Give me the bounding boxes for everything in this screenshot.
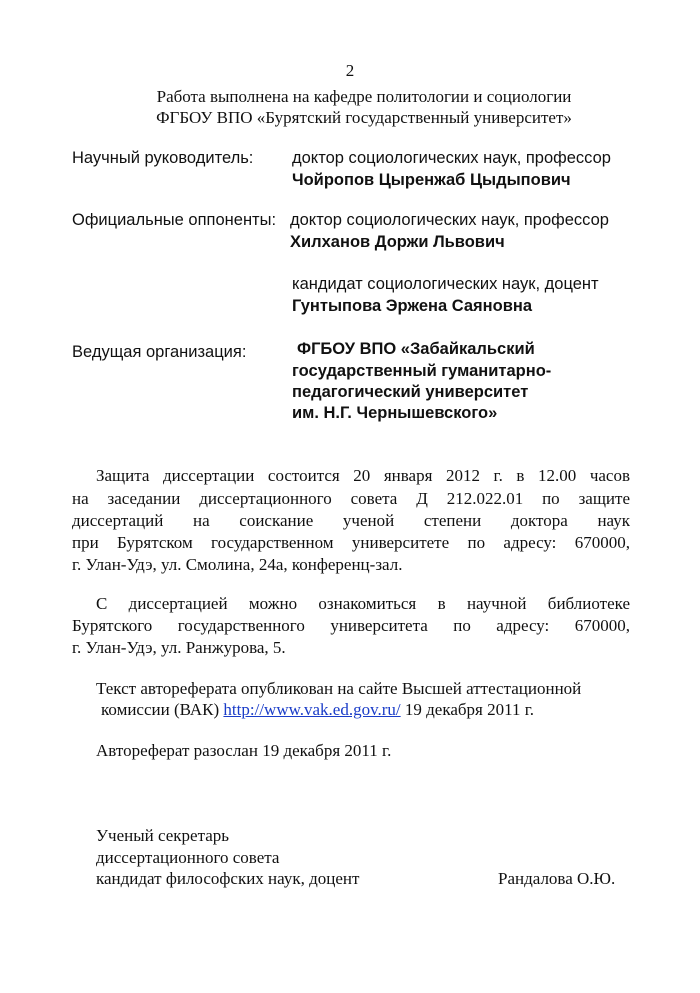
supervisor-label: Научный руководитель:: [72, 149, 254, 167]
header-department: Работа выполнена на кафедре политологии и социологии: [156, 87, 572, 106]
abstract-published-prefix: комиссии (ВАК): [101, 700, 220, 719]
defense-line-2: на заседании диссертационного совета Д 212.022.01 по защите: [72, 489, 630, 508]
opponent-2-title: кандидат социологических наук, доцент: [292, 275, 599, 293]
header-university: ФГБОУ ВПО «Бурятский государственный университет»: [156, 108, 572, 127]
secretary-line-1: Ученый секретарь: [96, 826, 230, 845]
opponent-2-name: Гунтыпова Эржена Саяновна: [292, 297, 533, 315]
defense-line-4: при Бурятском государственном университете по адресу: 670000,: [72, 533, 630, 552]
page-number: 2: [345, 61, 355, 80]
opponents-label: Официальные оппоненты:: [72, 211, 277, 229]
library-line-2: Бурятского государственного университета по адресу: 670000,: [72, 616, 630, 635]
secretary-line-3: кандидат философских наук, доцент: [96, 869, 360, 888]
abstract-sent: Автореферат разослан 19 декабря 2011 г.: [96, 741, 392, 760]
vak-link[interactable]: http://www.vak.ed.gov.ru/: [223, 700, 401, 719]
library-line-3: г. Улан-Удэ, ул. Ранжурова, 5.: [72, 638, 286, 657]
lead-org-line-3: педагогический университет: [292, 383, 529, 401]
defense-line-3: диссертаций на соискание ученой степени доктора наук: [72, 511, 630, 530]
lead-org-line-1: ФГБОУ ВПО «Забайкальский: [297, 340, 535, 358]
defense-line-5: г. Улан-Удэ, ул. Смолина, 24а, конференц-зал.: [72, 555, 403, 574]
abstract-published-line-2: [101, 700, 534, 720]
abstract-published-line-1: Текст автореферата опубликован на сайте Высшей аттестационной: [96, 679, 582, 698]
opponent-1-title: доктор социологических наук, профессор: [290, 211, 609, 229]
lead-org-line-4: им. Н.Г. Чернышевского»: [292, 404, 498, 422]
secretary-line-2: диссертационного совета: [96, 848, 280, 867]
defense-line-1: Защита диссертации состоится 20 января 2012 г. в 12.00 часов: [96, 466, 630, 485]
lead-org-label: Ведущая организация:: [72, 343, 247, 361]
supervisor-title: доктор социологических наук, профессор: [292, 149, 611, 167]
library-line-1: С диссертацией можно ознакомиться в научной библиотеке: [96, 594, 630, 613]
lead-org-line-2: государственный гуманитарно-: [292, 362, 552, 380]
secretary-name: Рандалова О.Ю.: [498, 869, 616, 888]
supervisor-name: Чойропов Цыренжаб Цыдыпович: [292, 171, 571, 189]
abstract-published-date: 19 декабря 2011 г.: [404, 700, 535, 719]
opponent-1-name: Хилханов Доржи Львович: [290, 233, 505, 251]
